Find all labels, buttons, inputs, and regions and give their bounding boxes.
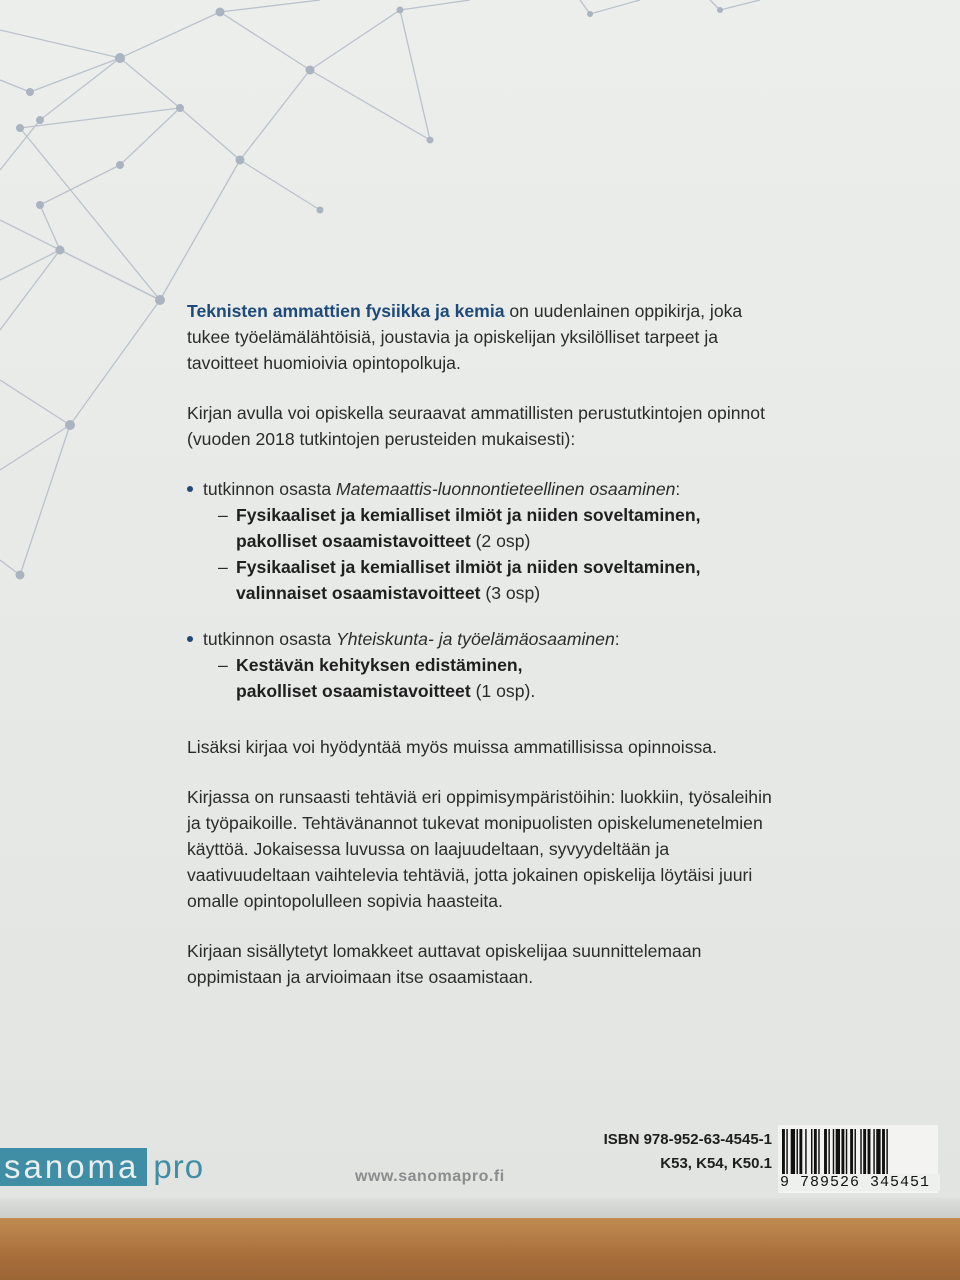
- studies-intro: Kirjan avulla voi opiskella seuraavat ammatillisten perustutkintojen opinnot (vuoden 2018 tutkintojen perusteiden mukaisesti):: [187, 403, 765, 449]
- sub-item-line1: – Fysikaaliset ja kemialliset ilmiöt ja niiden soveltaminen,: [236, 505, 701, 525]
- barcode-bar: [791, 1129, 795, 1175]
- wooden-table: [0, 1218, 960, 1280]
- module-name: Yhteiskunta- ja työelämäosaaminen: [336, 629, 615, 649]
- barcode-bar: [873, 1129, 874, 1175]
- sanoma-pro-logo: [0, 1147, 260, 1187]
- barcode-bar: [833, 1129, 834, 1175]
- barcode-bar: [824, 1129, 827, 1175]
- barcode-bar: [863, 1129, 866, 1175]
- barcode-bar: [876, 1129, 880, 1175]
- book-title: Teknisten ammattien fysiikka ja kemia: [187, 301, 505, 321]
- tasks-paragraph: Kirjassa on runsaasti tehtäviä eri oppimisympäristöihin: luokkiin, työsaleihin ja työpaikoille. Tehtävänannot tukevat monipuolisten opiskelumenetelmien käyttöä. Jokaisessa luvussa on laajuudeltaan, syvyydeltään ja vaativuudeltaan vaihtelevia tehtäviä, jotta jokainen opiskelija löytäisi juuri omalle opintopolulleen sopivia haasteita.: [187, 787, 772, 911]
- module-item: [187, 476, 787, 606]
- isbn-block: [560, 1128, 772, 1176]
- sub-item-line1: – Fysikaaliset ja kemialliset ilmiöt ja niiden soveltaminen,: [236, 557, 701, 577]
- description-text: [187, 298, 787, 1014]
- barcode-bar: [805, 1129, 806, 1175]
- forms-paragraph: Kirjaan sisällytetyt lomakkeet auttavat opiskelijaa suunnittelemaan oppimistaan ja arvioimaan itse osaamistaan.: [187, 941, 702, 987]
- barcode-bar: [860, 1129, 861, 1175]
- barcode-bar: [799, 1129, 802, 1175]
- barcode-bar: [818, 1129, 819, 1175]
- barcode-bar: [782, 1129, 785, 1175]
- module-suffix: :: [614, 629, 620, 649]
- barcode-bar: [836, 1129, 840, 1175]
- module-list: [187, 476, 787, 704]
- sub-item-line2-rest: (2 osp): [470, 531, 531, 551]
- isbn-number: ISBN 978-952-63-4545-1: [603, 1131, 772, 1148]
- other-studies-paragraph: Lisäksi kirjaa voi hyödyntää myös muissa ammatillisissa opinnoissa.: [187, 737, 717, 757]
- module-sub-item: [203, 502, 787, 554]
- barcode-bar: [868, 1129, 871, 1175]
- module-item: [187, 626, 787, 704]
- module-sub-item: [203, 554, 787, 606]
- intro-rest: on uudenlainen oppikirja, joka tukee työelämälähtöisiä, joustavia ja opiskelijan yksilölliset tarpeet ja tavoitteet huomioivia opintopolkuja.: [187, 301, 743, 373]
- publisher-url: www.sanomapro.fi: [355, 1168, 505, 1185]
- barcode-bar: [882, 1129, 885, 1175]
- module-prefix: tutkinnon osasta: [203, 629, 337, 649]
- barcode-number: 9 789526 345451: [778, 1174, 940, 1191]
- classification-codes: K53, K54, K50.1: [660, 1155, 772, 1172]
- sub-item-line2-bold: valinnaiset osaamistavoitteet: [236, 583, 481, 603]
- barcode-bar: [814, 1129, 817, 1175]
- module-sub-list: [203, 502, 787, 606]
- barcode-bar: [886, 1129, 887, 1175]
- logo-pro: pro: [153, 1148, 205, 1185]
- barcode-bar: [811, 1129, 812, 1175]
- barcode-bar: [855, 1129, 856, 1175]
- module-sub-list: [203, 652, 787, 704]
- barcode-bar: [846, 1129, 847, 1175]
- barcode-bar: [841, 1129, 844, 1175]
- intro-paragraph: [187, 298, 787, 376]
- module-name: Matemaattis-luonnontieteellinen osaaminen: [336, 479, 676, 499]
- barcode-bar: [786, 1129, 787, 1175]
- sub-item-line2-bold: pakolliset osaamistavoitteet: [236, 531, 471, 551]
- logo-sanoma: sanoma: [0, 1148, 147, 1186]
- module-prefix: tutkinnon osasta: [203, 479, 337, 499]
- sub-item-line2-rest: (1 osp).: [470, 681, 536, 701]
- barcode-bar: [797, 1129, 798, 1175]
- module-sub-item: [203, 652, 787, 704]
- barcode-bar: [828, 1129, 829, 1175]
- barcode-bar: [850, 1129, 853, 1175]
- module-suffix: :: [675, 479, 681, 499]
- sub-item-line2-bold: pakolliset osaamistavoitteet: [236, 681, 471, 701]
- sub-item-line1: – Kestävän kehityksen edistäminen,: [236, 655, 523, 675]
- sub-item-line2-rest: (3 osp): [480, 583, 541, 603]
